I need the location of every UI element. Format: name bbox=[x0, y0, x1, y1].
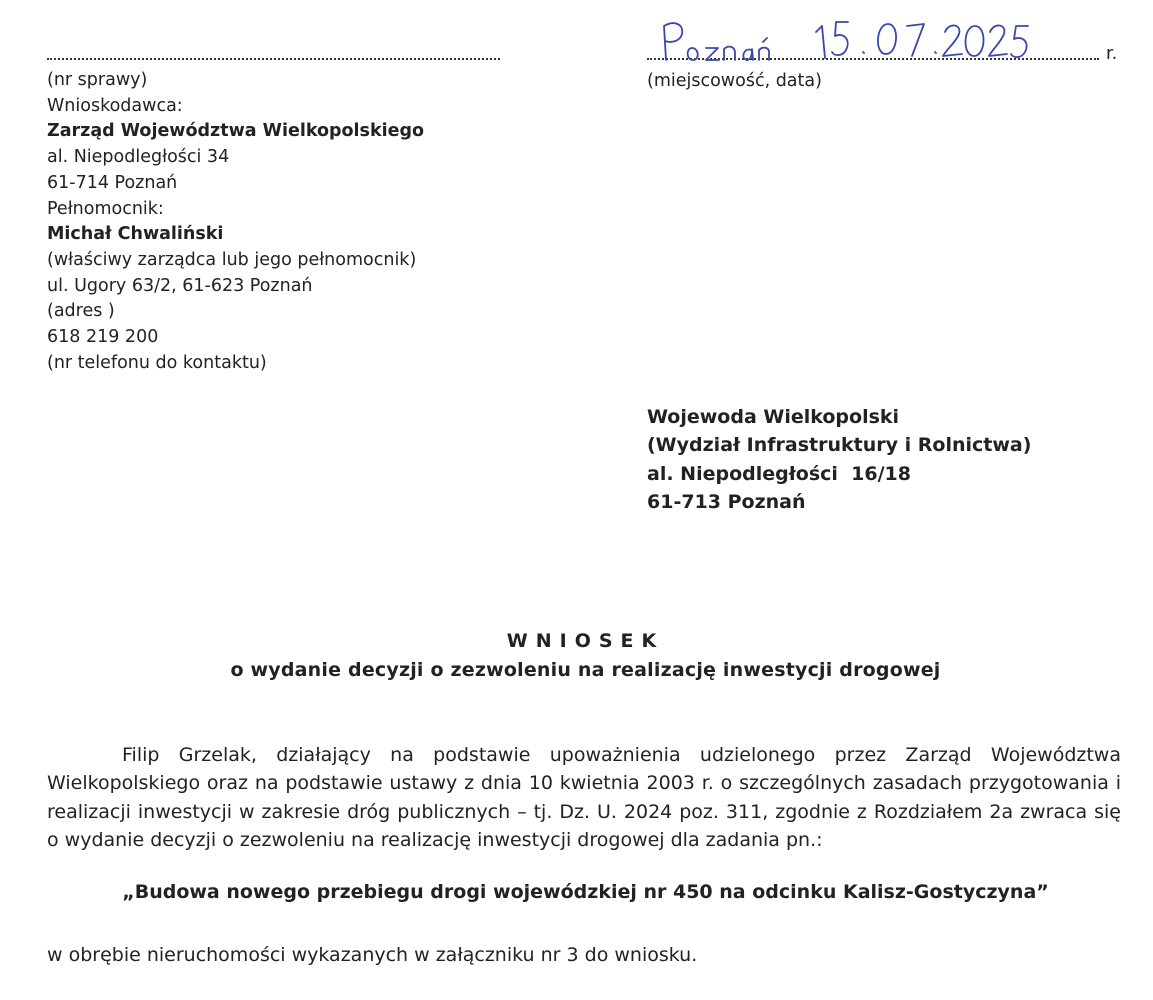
case-number-dotted-line bbox=[47, 58, 500, 60]
case-number-label: (nr sprawy) bbox=[47, 70, 148, 90]
applicant-label: Wnioskodawca: bbox=[47, 95, 183, 116]
document-title: WNIOSEK bbox=[506, 630, 665, 652]
applicant-street: al. Niepodległości 34 bbox=[47, 147, 230, 168]
paragraph-line-1: Filip Grzelak, działający na podstawie upoważnienia udzielonego przez Zarząd Województwa bbox=[122, 744, 1121, 766]
proxy-address: ul. Ugory 63/2, 61-623 Poznań bbox=[47, 275, 313, 296]
proxy-role: (właściwy zarządca lub jego pełnomocnik) bbox=[47, 249, 417, 270]
request-paragraph bbox=[47, 741, 1121, 854]
project-name: „Budowa nowego przebiegu drogi wojewódzkiej nr 450 na odcinku Kalisz-Gostyczyna” bbox=[122, 881, 1049, 903]
year-suffix: r. bbox=[1106, 44, 1118, 64]
applicant-name: Zarząd Województwa Wielkopolskiego bbox=[47, 121, 425, 142]
applicant-block bbox=[47, 68, 424, 376]
handwritten-place-date bbox=[652, 12, 1032, 74]
applicant-postal-city: 61-714 Poznań bbox=[47, 172, 178, 193]
addressee-name: Wojewoda Wielkopolski bbox=[647, 406, 900, 428]
addressee-postal-city: 61-713 Poznań bbox=[647, 490, 806, 513]
addressee-block bbox=[647, 403, 1031, 516]
place-date-label: (miejscowość, data) bbox=[647, 71, 822, 91]
address-label: (adres ) bbox=[47, 301, 115, 322]
paragraph-line-2: Wielkopolskiego oraz na podstawie ustawy z dnia 10 kwietnia 2003 r. o szczególnych zasadach przygotowania i bbox=[47, 772, 1121, 795]
phone-number: 618 219 200 bbox=[47, 327, 159, 348]
paragraph-line-3: realizacji inwestycji w zakresie dróg publicznych – tj. Dz. U. 2024 poz. 311, zgodnie z Rozdziałem 2a zwraca się bbox=[47, 800, 1121, 823]
addressee-street: al. Niepodległości 16/18 bbox=[647, 462, 911, 485]
proxy-name: Michał Chwaliński bbox=[47, 224, 224, 245]
proxy-label: Pełnomocnik: bbox=[47, 198, 164, 219]
paragraph-line-4: o wydanie decyzji o zezwoleniu na realizację inwestycji drogowej dla zadania pn.: bbox=[47, 828, 823, 851]
document-subtitle: o wydanie decyzji o zezwoleniu na realizację inwestycji drogowej bbox=[230, 659, 941, 681]
addressee-department: (Wydział Infrastruktury i Rolnictwa) bbox=[647, 434, 1032, 457]
phone-label: (nr telefonu do kontaktu) bbox=[47, 352, 267, 373]
closing-line: w obrębie nieruchomości wykazanych w załączniku nr 3 do wniosku. bbox=[47, 944, 698, 966]
